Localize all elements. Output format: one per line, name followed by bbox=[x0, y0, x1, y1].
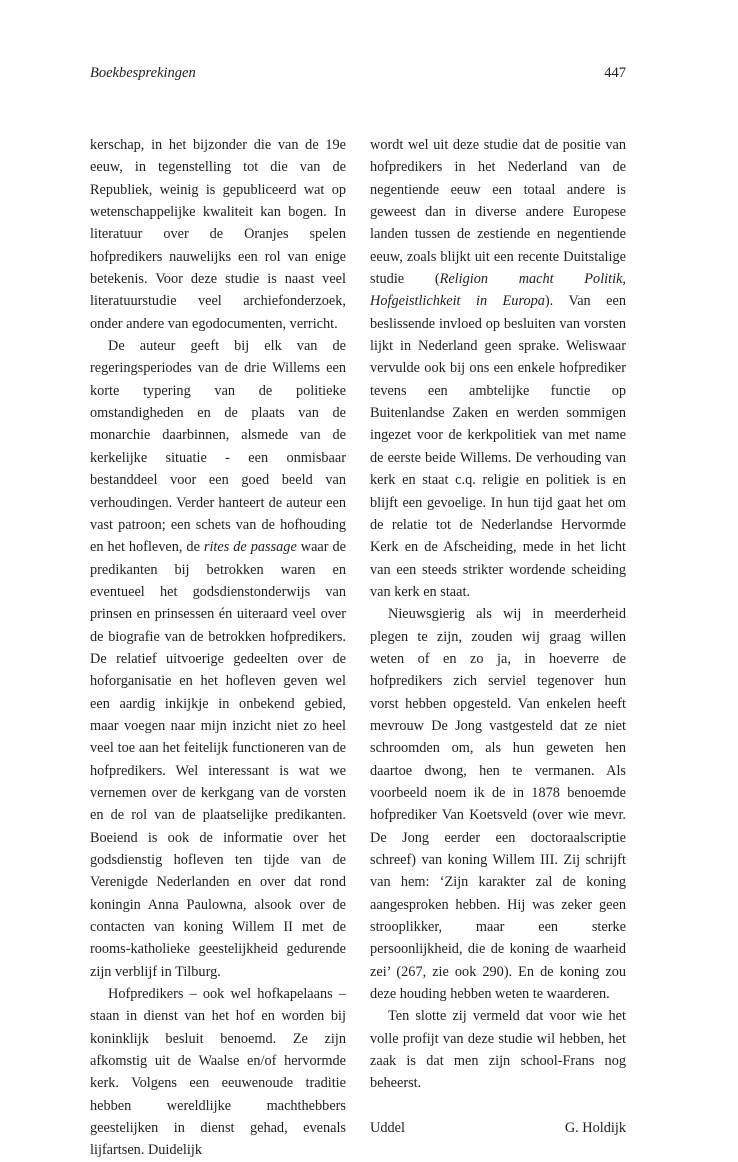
text-run: ). Van een beslissende invloed op besluiten van vorsten lijkt in Nederland geen sprake. Weliswaar vervulde ook bij ons een enkele hofprediker tevens een ambtelijke functie op Buitenlandse Zaken en werden sommigen ingezet voor de kerkpolitiek van met name de eerste beide Willems. De verhouding van kerk en staat c.q. religie en politiek is en blijft een gevoelige. In hun tijd gaat het om de relatie tot de Nederlandse Hervormde Kerk en de Afscheiding, mede in het licht van een steeds strikter wordende scheiding van kerk en staat. bbox=[370, 293, 626, 600]
right-column bbox=[370, 134, 626, 1139]
page-number: 447 bbox=[604, 65, 626, 81]
paragraph-position bbox=[370, 134, 626, 603]
page-header bbox=[90, 63, 626, 83]
paragraph-conclusion: Ten slotte zij vermeld dat voor wie het volle profijt van deze studie wil hebben, het zaak is dat men zijn school-Frans nog beheerst. bbox=[370, 1008, 626, 1092]
paragraph-hofpredikers: Hofpredikers – ook wel hofkapelaans – staan in dienst van het hof en worden bij koninklijk besluit benoemd. Ze zijn afkomstig uit de Waalse en/of hervormde kerk. Volgens een eeuwenoude traditie hebben wereldlijke machthebbers geestelijken in dienst gehad, evenals lijfartsen. Duidelijk bbox=[90, 986, 346, 1159]
running-head: Boekbesprekingen bbox=[90, 65, 196, 81]
italic-book-title: Religion macht Politik, Hofgeistlichkeit in Europa bbox=[370, 271, 626, 310]
text-run: De auteur geeft bij elk van de regeringsperiodes van de drie Willems een korte typering van de politieke omstandigheden en de plaats van de monarchie daarbinnen, alsmede van de kerkelijke situatie - een onmisbaar bestanddeel voor een goed beeld van verhoudingen. Verder hanteert de auteur een vast patroon; een schets van de hofhouding en het hofleven, de bbox=[90, 338, 346, 556]
text-run: wordt wel uit deze studie dat de positie van hofpredikers in het Nederland van de negentiende eeuw een totaal andere is geweest dan in diverse andere Europese landen tussen de zestiende en negentiende eeuw, zoals blijkt uit een recente Duitstalige studie ( bbox=[370, 137, 626, 288]
italic-term: rites de passage bbox=[203, 539, 297, 556]
text-run: waar de predikanten bij betrokken waren en eventueel het godsdienstonderwijs van prinsen en prinsessen én uiteraard veel over de biografie van de betrokken hofpredikers. De relatief uitvoerige gedeelten over de hoforganisatie en het hofleven geven wel een aardig inkijkje in onbekend gebied, maar voegen naar mijn inzicht niet zo heel veel toe aan het feitelijk functioneren van de hofpredikers. Wel interessant is wat we vernemen over de kerkgang van de vorsten en de rol van de plaatselijke predikanten. Boeiend is ook de informatie over het godsdienstig hofleven ten tijde van de Verenigde Nederlanden en over dat rond koningin Anna Paulowna, alsook over de contacten van koning Willem II met de rooms-katholieke geestelijkheid gedurende zijn verblijf in Tilburg. bbox=[90, 539, 346, 980]
signoff bbox=[370, 1117, 626, 1139]
left-column bbox=[90, 134, 346, 1162]
paragraph-curiosity: Nieuwsgierig als wij in meerderheid plegen te zijn, zouden wij graag willen weten of en zo ja, in hoeverre de hofpredikers zich serviel tegenover hun vorst hebben opgesteld. Van enkelen heeft mevrouw De Jong vastgesteld dat ze niet schroomden om, als hun geweten hen daartoe dwong, hen te vermanen. Als voorbeeld noem ik de in 1878 benoemde hofprediker Van Koetsveld (over wie mevr. De Jong eerder een doctoraalscriptie schreef) van koning Willem III. Zij schrijft van hem: ‘Zijn karakter zal de koning aangesproken hebben. Hij was zeker geen strooplikker, maar een sterke persoonlijkheid, die de koning de waarheid zei’ (267, zie ook 290). En de koning zou deze houding hebben weten te waarderen. bbox=[370, 606, 626, 1003]
paragraph-intro-continuation: kerschap, in het bijzonder die van de 19e eeuw, in tegenstelling tot die van de Republiek, weinig is gepubliceerd wat op wetenschappelijke kwaliteit kan bogen. In literatuur over de Oranjes spelen hofpredikers nauwelijks een rol van enige betekenis. Voor deze studie is naast veel literatuurstudie veel archiefonderzoek, onder andere van egodocumenten, verricht. bbox=[90, 137, 346, 332]
signoff-author: G. Holdijk bbox=[564, 1119, 626, 1136]
signoff-place: Uddel bbox=[370, 1119, 405, 1136]
paragraph-author-approach bbox=[90, 335, 346, 983]
